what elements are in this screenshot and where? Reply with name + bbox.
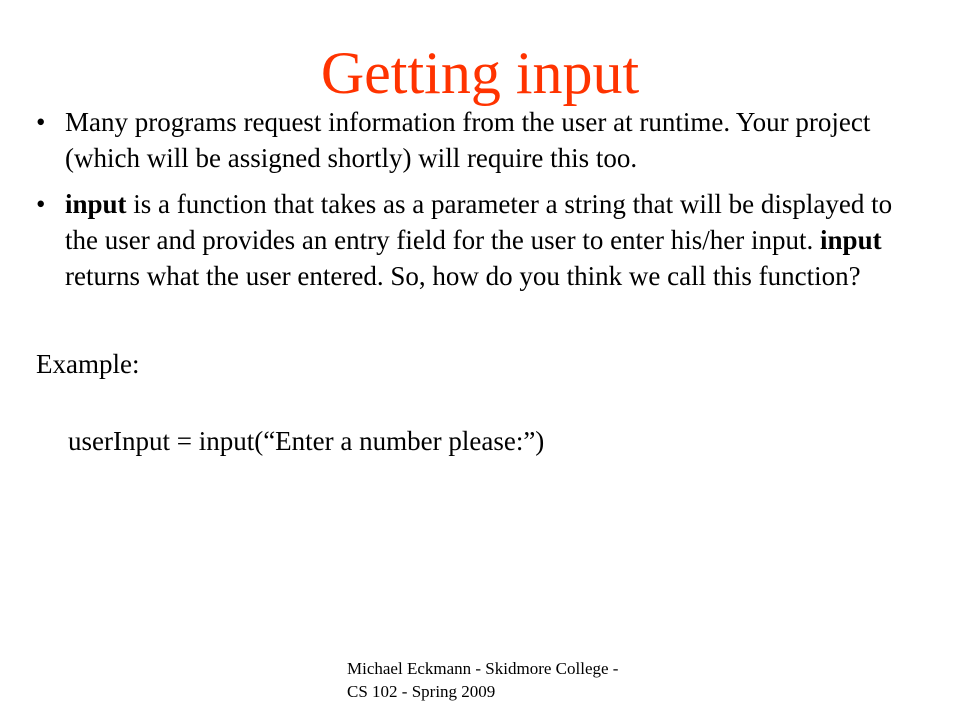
bullet-text: Many programs request information from the user at runtime. Your project (which will be assigned shortly) will require this too. <box>65 107 871 173</box>
code-example: userInput = input(“Enter a number please:”) <box>68 426 545 456</box>
bullet-list <box>36 104 916 304</box>
bullet-item <box>36 104 916 176</box>
slide-title: Getting input <box>320 40 640 106</box>
example-label: Example: <box>36 349 140 379</box>
keyword-input: input <box>65 189 127 219</box>
bullet-dot-icon: • <box>36 107 46 137</box>
bullet-text: returns what the user entered. So, how do you think we call this function? <box>65 261 861 291</box>
bullet-dot-icon: • <box>36 189 46 219</box>
keyword-input: input <box>820 225 882 255</box>
bullet-text: is a function that takes as a parameter a string that will be displayed to the user and provides an entry field for the user to enter his/her input. <box>65 189 893 255</box>
bullet-item <box>36 186 916 294</box>
slide-footer: Michael Eckmann - Skidmore College - CS 102 - Spring 2009 <box>347 659 619 701</box>
